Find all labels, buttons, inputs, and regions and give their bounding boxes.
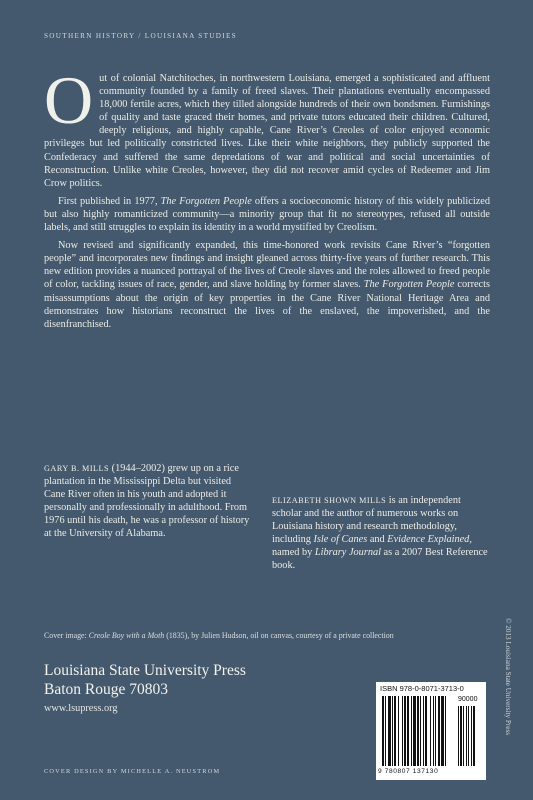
book-title: The Forgotten People	[363, 279, 455, 291]
barcode-bar	[388, 696, 391, 766]
barcode-digits: 9 780807 137130	[378, 768, 439, 775]
barcode-bar	[458, 706, 459, 766]
barcode-bar	[423, 696, 424, 766]
barcode-bar	[407, 696, 409, 766]
barcode-bar	[394, 696, 396, 766]
barcode-bar	[392, 696, 393, 766]
blurb-paragraph-1: Out of colonial Natchitoches, in northwestern Louisiana, emerged a sophisticated and affluent community founded by a family of freed slaves. Their plantations eventually encompassed 18,000 fertile acres, which they tilled alongside hundreds of their own bondsmen. Furnishings of quality and taste graced their homes, and private tutors educated their children. Cultured, deeply religious, and highly capable, Cane River’s Creoles of color enjoyed economic privileges but led politically constricted lives. Like their white neighbors, they publicly supported the Confederacy and suffered the same depredations of war and political and social uncertainties of Reconstruction. Unlike white Creoles, however, they did not recover amid cycles of Redeemer and Jim Crow politics.	[44, 62, 490, 189]
barcode-bar	[411, 696, 412, 766]
barcode-bar	[382, 696, 384, 766]
barcode-bar	[398, 696, 399, 766]
blurb-paragraph-2: First published in 1977, The Forgotten People offers a socioeconomic history of this widely publicized but also highly romanticized community—a minority group that fit no stereotypes, refused all outside labels, and still struggles to explain its identity in a world mystified by Creolism.	[44, 195, 490, 234]
barcode-bar	[430, 696, 431, 766]
barcode-bar	[473, 706, 475, 766]
publisher-city: Baton Rouge 70803	[44, 681, 168, 698]
design-credit: COVER DESIGN BY MICHELLE A. NEUSTROM	[44, 768, 221, 775]
barcode-bar	[445, 696, 446, 766]
barcode-bar	[385, 696, 386, 766]
barcode-bar	[435, 696, 436, 766]
category-label: SOUTHERN HISTORY / LOUISIANA STUDIES	[44, 32, 237, 40]
author-name: ELIZABETH SHOWN MILLS	[272, 496, 387, 505]
price-code: 90000	[458, 696, 478, 703]
barcode-bar	[413, 696, 416, 766]
barcode-bar	[420, 696, 421, 766]
publisher-block	[44, 661, 246, 699]
blurb-paragraph-3: Now revised and significantly expanded, this time-honored work revisits Cane River’s “forgotten people” and incorporates new findings and insight gleaned across thirty-five years of further research. This new edition provides a nuanced portrayal of the lives of Creole slaves and the roles allowed to freed people of color, tackling issues of race, gender, and slave holding by former slaves. The Forgotten People corrects misassumptions about the origin of key properties in the Cane River National Heritage Area and demonstrates how historians reconstruct the lives of the enslaved, the impoverished, and the disenfranchised.	[44, 240, 491, 330]
isbn-number: ISBN 978-0-8071-3713-0	[380, 684, 464, 693]
cover-image-credit: Cover image: Creole Boy with a Moth (1835), by Julien Hudson, oil on canvas, courtesy of a private collection	[44, 631, 394, 640]
barcode-bar	[404, 696, 406, 766]
bio-gary-mills: GARY B. MILLS (1944–2002) grew up on a rice plantation in the Mississippi Delta but visited Cane River often in his youth and adopted it personally and professionally in adulthood. From 1976 until his death, he was a professor of history at the University of Alabama.	[44, 463, 250, 540]
copyright-notice: © 2013 Louisiana State University Press	[504, 618, 512, 736]
barcode-bar	[468, 706, 469, 766]
barcode-bar	[466, 706, 467, 766]
isbn-barcode	[376, 682, 486, 780]
blurb	[44, 62, 491, 336]
barcode-bar	[463, 706, 464, 766]
bio-elizabeth-mills: ELIZABETH SHOWN MILLS is an independent scholar and the author of numerous works on Louisiana history and research methodology, including Isle of Canes and Evidence Explained, named by Library Journal as a 2007 Best Reference book.	[272, 495, 488, 572]
author-name: GARY B. MILLS	[44, 464, 110, 473]
barcode-bar	[438, 696, 440, 766]
book-title: The Forgotten People	[160, 195, 252, 207]
barcode-bar	[425, 696, 427, 766]
publisher-url[interactable]: www.lsupress.org	[44, 703, 118, 714]
barcode-bar	[471, 706, 472, 766]
drop-cap: O	[44, 62, 94, 138]
barcode-bar	[441, 696, 444, 766]
barcode-bar	[402, 696, 403, 766]
barcode-bar	[433, 696, 434, 766]
barcode-bar	[417, 696, 419, 766]
publisher-name: Louisiana State University Press	[44, 662, 246, 679]
barcode-bar	[460, 706, 462, 766]
